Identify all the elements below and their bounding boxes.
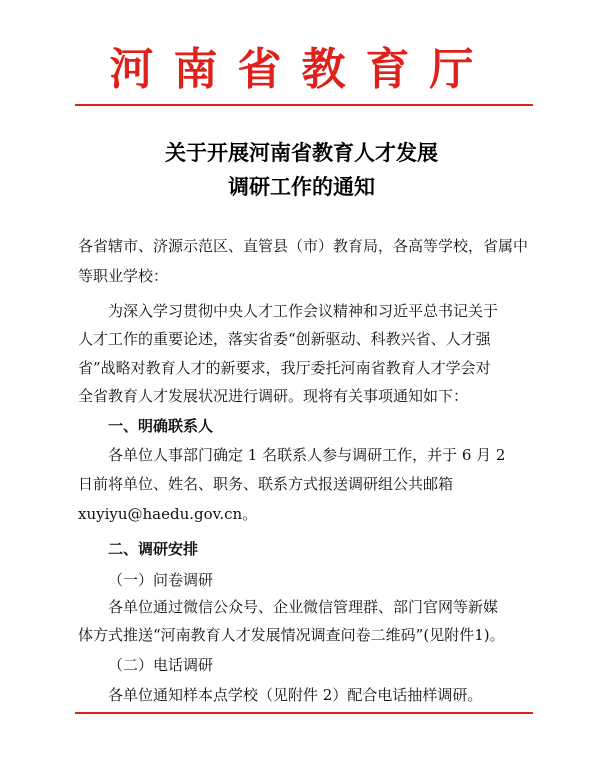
section-1-line-2: 日前将单位、姓名、职务、联系方式报送调研组公共邮箱: [78, 475, 454, 493]
paragraph-1-line-1: 为深入学习贯彻中央人才工作会议精神和习近平总书记关于: [108, 302, 499, 320]
subsection-2-heading: （二）电话调研: [108, 656, 214, 674]
issuing-authority-header: 河南省教育厅: [109, 44, 494, 95]
paragraph-1-line-2: 人才工作的重要论述，落实省委“创新驱动、科教兴省、人才强: [78, 330, 491, 348]
subsection-1-heading: （一）问卷调研: [108, 571, 214, 589]
document-title-line-1: 关于开展河南省教育人才发展: [165, 140, 438, 165]
paragraph-1-line-4: 全省教育人才发展状况进行调研。现将有关事项通知如下：: [78, 387, 469, 405]
section-1-line-1: 各单位人事部门确定 1 名联系人参与调研工作，并于 6 月 2: [108, 446, 506, 464]
subsection-1-line-1: 各单位通过微信公众号、企业微信管理群、部门官网等新媒: [108, 598, 499, 616]
salutation-line-2: 等职业学校：: [78, 267, 169, 285]
subsection-1-line-2: 体方式推送“河南教育人才发展情况调查问卷二维码”(见附件1)。: [78, 626, 505, 644]
paragraph-1-line-3: 省”战略对教育人才的新要求，我厅委托河南省教育人才学会对: [78, 359, 491, 377]
document-title-line-2: 调研工作的通知: [228, 174, 375, 199]
salutation-line-1: 各省辖市、济源示范区、直管县（市）教育局，各高等学校，省属中: [78, 237, 529, 255]
header-red-rule: [75, 104, 533, 106]
section-2-heading: 二、调研安排: [108, 540, 199, 558]
section-1-heading: 一、明确联系人: [108, 417, 214, 435]
footer-red-rule: [75, 712, 533, 714]
contact-email: xuyiyu@haedu.gov.cn。: [78, 505, 258, 523]
subsection-2-line-1: 各单位通知样本点学校（见附件 2）配合电话抽样调研。: [108, 686, 483, 704]
